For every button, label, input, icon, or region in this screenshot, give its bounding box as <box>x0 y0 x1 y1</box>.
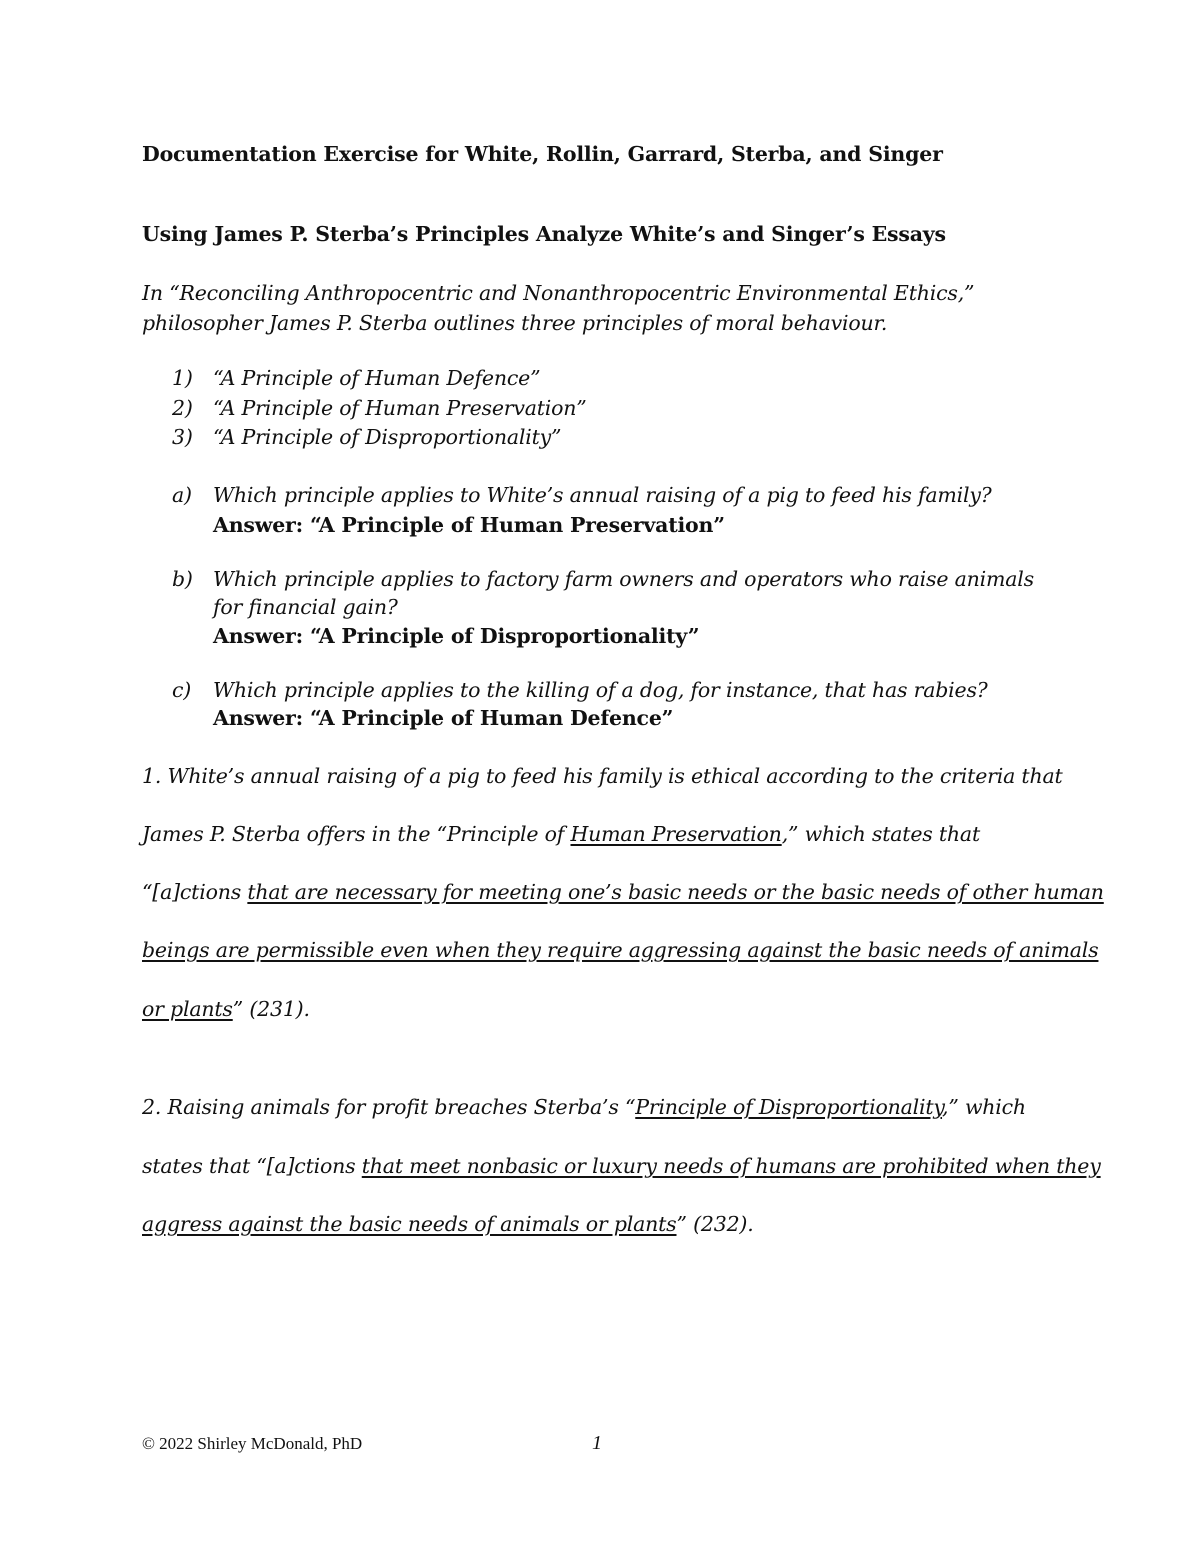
question-label: b) <box>172 567 193 591</box>
intro-paragraph <box>142 278 974 338</box>
underlined-text: Principle of Disproportionality <box>635 1095 943 1119</box>
text-run: “[a]ctions <box>142 880 248 904</box>
underlined-text: Human Preservation <box>570 822 782 846</box>
question-label: a) <box>172 483 192 507</box>
question-text: Which principle applies to White’s annual raising of a pig to feed his family? <box>213 483 992 507</box>
underlined-text: that are necessary for meeting one’s basic needs or the basic needs of other human <box>247 880 1104 904</box>
answer-c: Answer: “A Principle of Human Defence” <box>213 706 674 730</box>
text-run: James P. Sterba offers in the “Principle of <box>142 822 571 846</box>
paragraph-1-line-5 <box>142 997 310 1021</box>
paragraph-1-line-4 <box>142 938 1098 962</box>
answer-b: Answer: “A Principle of Disproportionality” <box>213 624 700 648</box>
footer-copyright: © 2022 Shirley McDonald, PhD <box>142 1434 363 1453</box>
intro-line-2: philosopher James P. Sterba outlines three principles of moral behaviour. <box>142 311 888 335</box>
paragraph-1-line-2 <box>142 822 980 846</box>
underlined-text: or plants <box>142 997 233 1021</box>
text-run: ” (232). <box>676 1212 754 1236</box>
text-run: 2. Raising animals for profit breaches Sterba’s “ <box>142 1095 636 1119</box>
question-text: Which principle applies to the killing of a dog, for instance, that has rabies? <box>213 678 988 702</box>
intro-line-1: In “Reconciling Anthropocentric and Nonanthropocentric Environmental Ethics,” <box>142 281 975 305</box>
document-title: Documentation Exercise for White, Rollin, Garrard, Sterba, and Singer <box>142 142 943 166</box>
paragraph-1-line-1: 1. White’s annual raising of a pig to feed his family is ethical according to the criteria that <box>142 764 1063 788</box>
principle-number: 1) <box>172 366 193 390</box>
footer-page-number: 1 <box>592 1432 602 1454</box>
text-run: ” (231). <box>232 997 310 1021</box>
paragraph-2-line-3 <box>142 1212 754 1236</box>
paragraph-1-line-3 <box>142 880 1104 904</box>
question-text: Which principle applies to factory farm owners and operators who raise animals <box>213 567 1034 591</box>
underlined-text: that meet nonbasic or luxury needs of humans are prohibited when they <box>361 1154 1101 1178</box>
principle-text: “A Principle of Human Preservation” <box>213 396 587 420</box>
text-run: states that “[a]ctions <box>142 1154 362 1178</box>
question-b-continuation: for financial gain? <box>213 595 398 619</box>
text-run: ,” which <box>942 1095 1026 1119</box>
document-subtitle: Using James P. Sterba’s Principles Analyze White’s and Singer’s Essays <box>142 222 946 246</box>
answer-a: Answer: “A Principle of Human Preservation” <box>213 513 725 537</box>
text-run: ,” which states that <box>781 822 980 846</box>
principle-number: 2) <box>172 396 193 420</box>
paragraph-2-line-1 <box>142 1095 1026 1119</box>
principle-text: “A Principle of Disproportionality” <box>213 425 562 449</box>
underlined-text: aggress against the basic needs of animals or plants <box>142 1212 677 1236</box>
principle-number: 3) <box>172 425 193 449</box>
underlined-text: beings are permissible even when they require aggressing against the basic needs of animals <box>142 938 1099 962</box>
paragraph-2-line-2 <box>142 1154 1101 1178</box>
question-label: c) <box>172 678 192 702</box>
principle-text: “A Principle of Human Defence” <box>213 366 541 390</box>
